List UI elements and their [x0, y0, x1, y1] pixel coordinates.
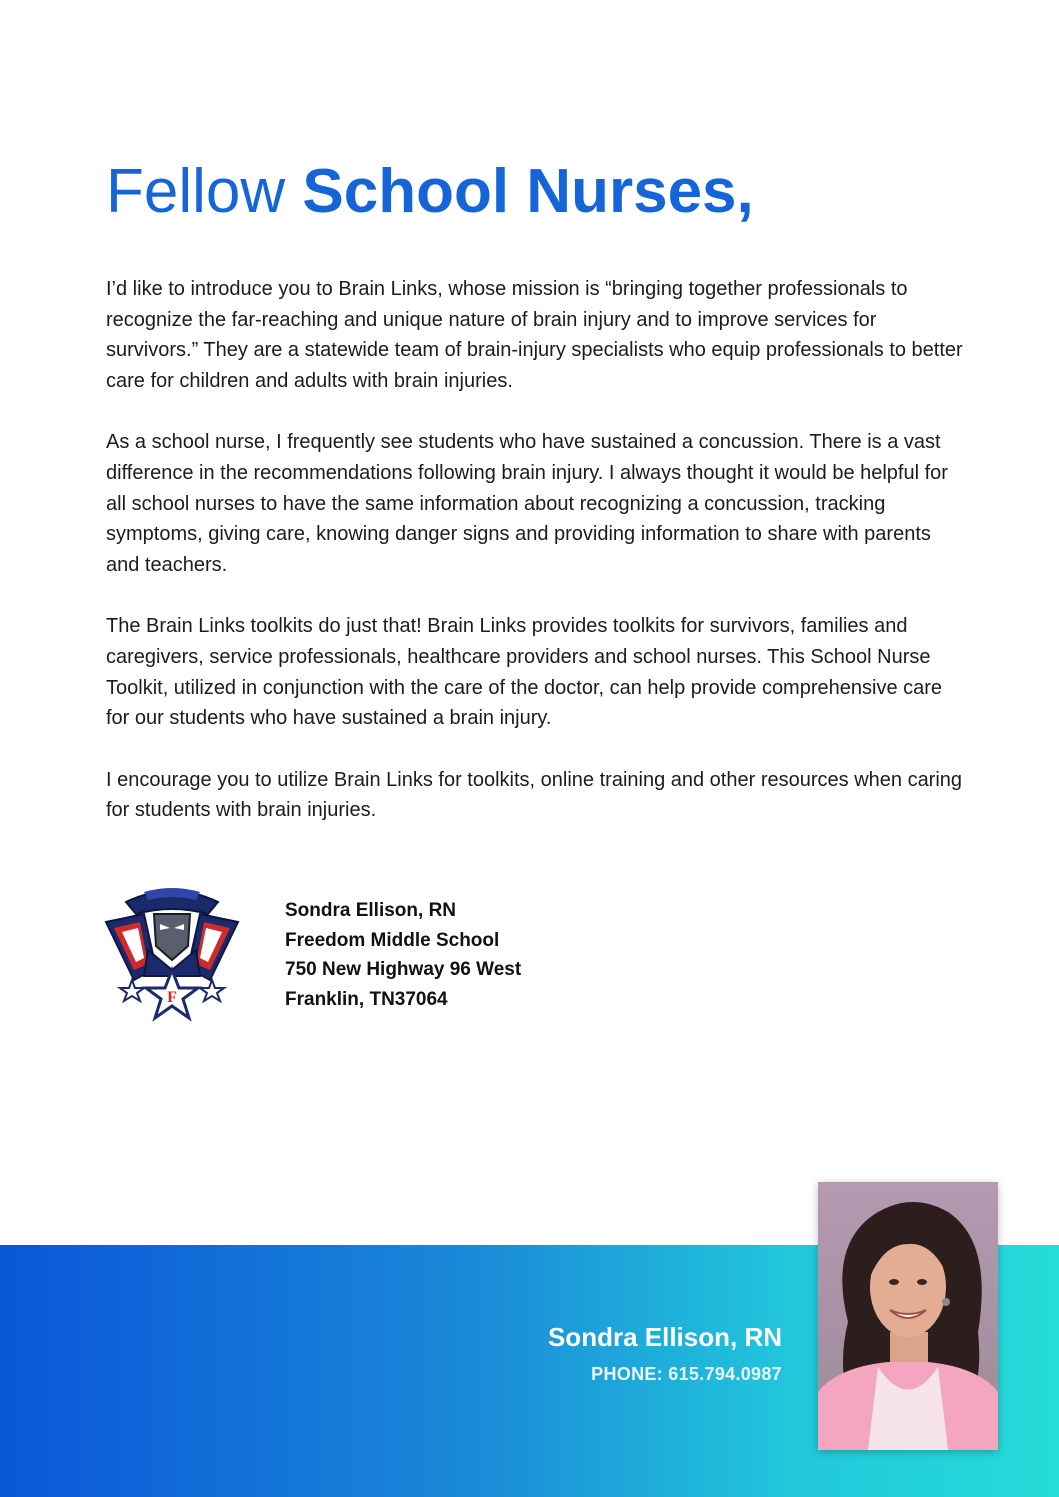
portrait-photo-icon — [818, 1182, 998, 1450]
page-title — [106, 152, 754, 232]
logo-letter: F — [167, 989, 177, 1006]
signature-school: Freedom Middle School — [285, 929, 500, 951]
footer-name: Sondra Ellison, RN — [547, 1322, 782, 1352]
paragraph-toolkits: The Brain Links toolkits do just that! Brain Links provides toolkits for survivors, families and caregivers, service professionals, healthcare providers and school nurses. This School Nurse Toolkit, utilized in conjunction with the care of the doctor, can help provide comprehensive care for our students who have sustained a brain injury. — [106, 615, 943, 730]
signature-address: 750 New Highway 96 West — [285, 959, 522, 981]
footer-phone: PHONE: 615.794.0987 — [591, 1364, 782, 1384]
paragraph-encourage: I encourage you to utilize Brain Links for toolkits, online training and other resources when caring for students with brain injuries. — [106, 768, 963, 822]
title-bold-part: School Nurses, — [302, 157, 754, 226]
paragraph-intro: I’d like to introduce you to Brain Links, whose mission is “bringing together professionals to recognize the far-reaching and unique nature of brain injury and to improve services for survivors.” They are a statewide team of brain-injury specialists who equip professionals to better care for children and adults with brain injuries. — [106, 278, 963, 393]
signature-city: Franklin, TN37064 — [285, 989, 448, 1011]
title-light-part: Fellow — [106, 157, 286, 226]
letter-body — [106, 274, 966, 857]
signature-name: Sondra Ellison, RN — [285, 900, 457, 921]
paragraph-concussion: As a school nurse, I frequently see students who have sustained a concussion. There is a vast difference in the recommendations following brain injury. I always thought it would be helpful for all school nurses to have the same information about recognizing a concussion, tracking symptoms, giving care, knowing danger signs and providing information to share with parents and teachers. — [106, 431, 948, 577]
patriot-mascot-logo-icon — [104, 884, 240, 1024]
signature-block — [285, 896, 521, 1015]
